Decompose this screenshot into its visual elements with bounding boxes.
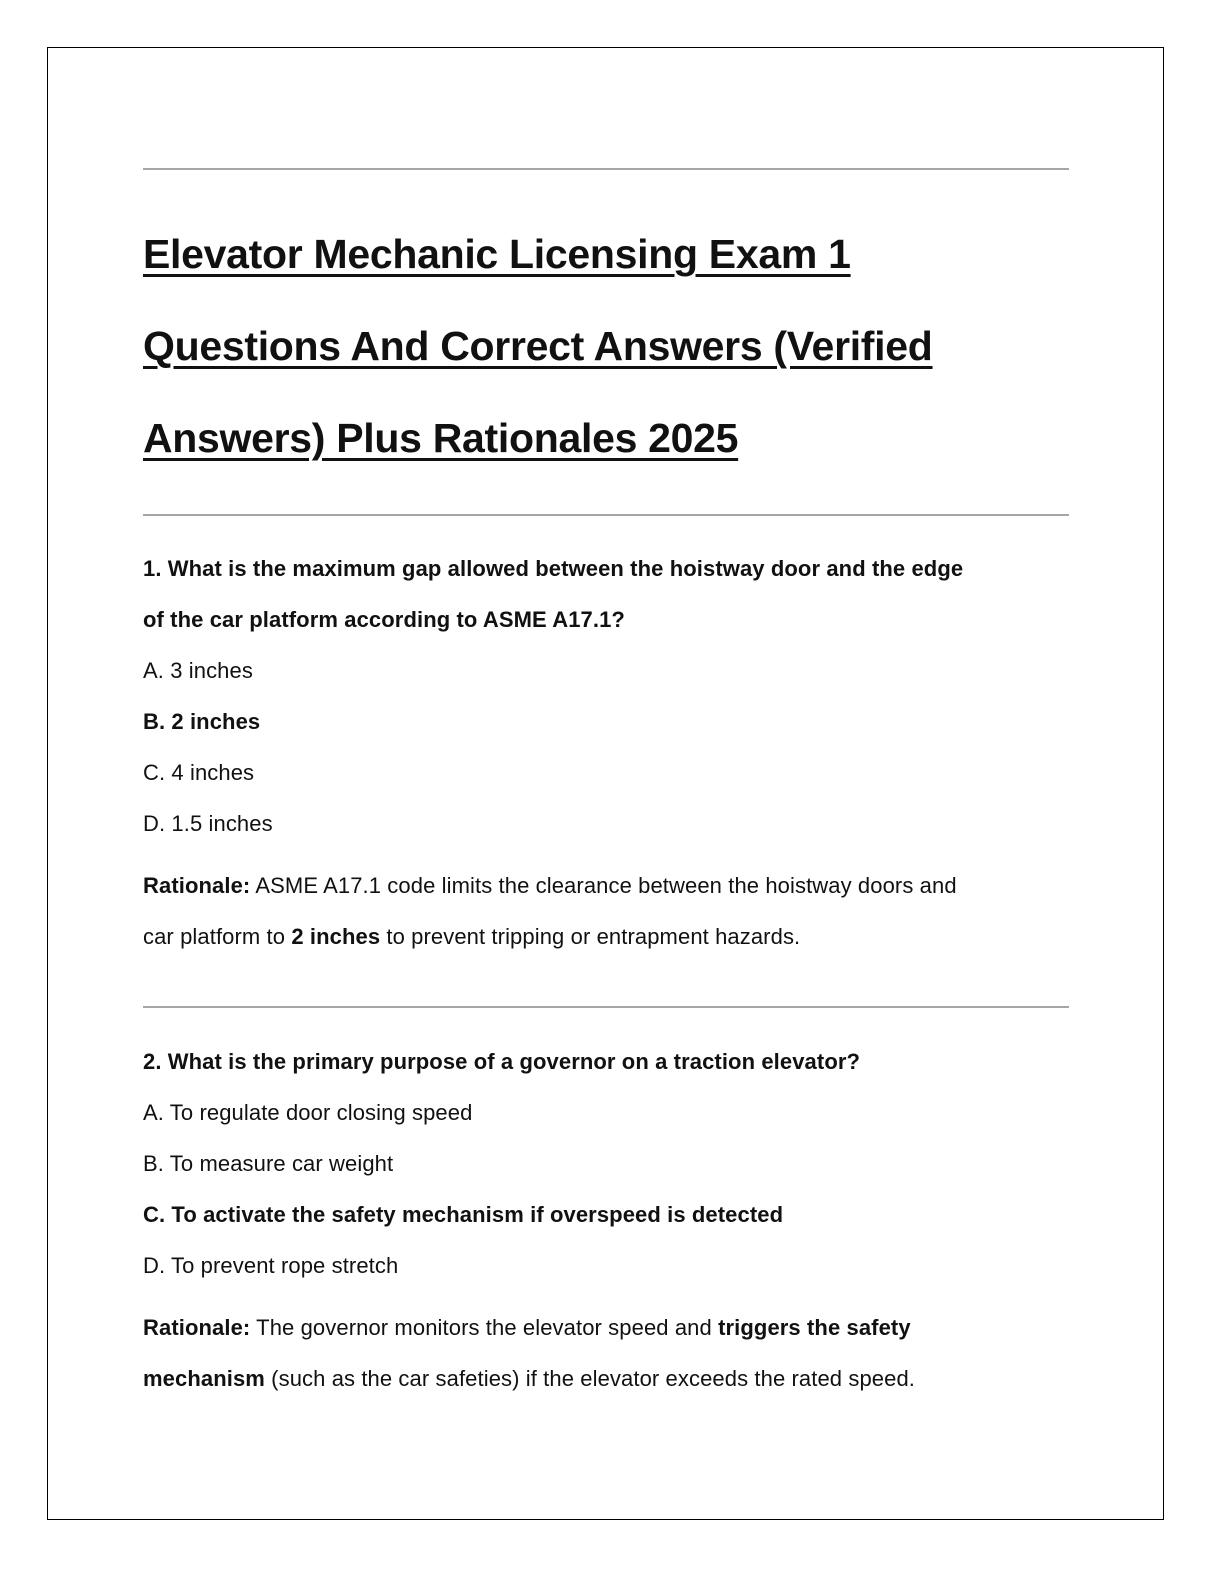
question-1-rationale-line-2 bbox=[143, 922, 800, 952]
question-2-option-a: A. To regulate door closing speed bbox=[143, 1100, 473, 1125]
question-1-option-d: D. 1.5 inches bbox=[143, 811, 273, 836]
question-1-text-line-1: 1. What is the maximum gap allowed between the hoistway door and the edge bbox=[143, 556, 964, 581]
rationale-text: to prevent tripping or entrapment hazards. bbox=[380, 924, 801, 949]
divider-after-title bbox=[143, 514, 1069, 516]
rationale-label: Rationale: bbox=[143, 873, 251, 898]
title-line-1: Elevator Mechanic Licensing Exam 1 bbox=[143, 231, 851, 277]
rationale-emphasis: triggers the safety bbox=[718, 1315, 911, 1340]
question-1-option-c: C. 4 inches bbox=[143, 760, 255, 785]
question-1-option-a: A. 3 inches bbox=[143, 658, 253, 683]
question-1-option-b-correct: B. 2 inches bbox=[143, 709, 261, 734]
question-2-option-b: B. To measure car weight bbox=[143, 1151, 394, 1176]
rationale-emphasis: 2 inches bbox=[291, 924, 381, 949]
rationale-emphasis: mechanism bbox=[143, 1366, 265, 1391]
rationale-text: (such as the car safeties) if the elevator exceeds the rated speed. bbox=[264, 1366, 916, 1391]
question-2-rationale-line-1 bbox=[143, 1313, 911, 1343]
title-line-2: Questions And Correct Answers (Verified bbox=[143, 323, 933, 369]
question-2-option-d: D. To prevent rope stretch bbox=[143, 1253, 399, 1278]
title-line-3: Answers) Plus Rationales 2025 bbox=[143, 415, 739, 461]
divider-between-questions bbox=[143, 1006, 1069, 1008]
question-2-option-c-correct: C. To activate the safety mechanism if overspeed is detected bbox=[143, 1202, 784, 1227]
rationale-text: The governor monitors the elevator speed and bbox=[250, 1315, 719, 1340]
question-1-text-line-2: of the car platform according to ASME A17.1? bbox=[143, 607, 625, 632]
question-2-rationale-line-2 bbox=[143, 1364, 915, 1394]
question-1-rationale-line-1 bbox=[143, 871, 957, 901]
question-2-text-line-1: 2. What is the primary purpose of a governor on a traction elevator? bbox=[143, 1049, 861, 1074]
rationale-text: ASME A17.1 code limits the clearance between the hoistway doors and bbox=[250, 873, 957, 898]
divider-top bbox=[143, 168, 1069, 170]
rationale-label: Rationale: bbox=[143, 1315, 251, 1340]
rationale-text: car platform to bbox=[143, 924, 292, 949]
document-title bbox=[143, 208, 1083, 484]
